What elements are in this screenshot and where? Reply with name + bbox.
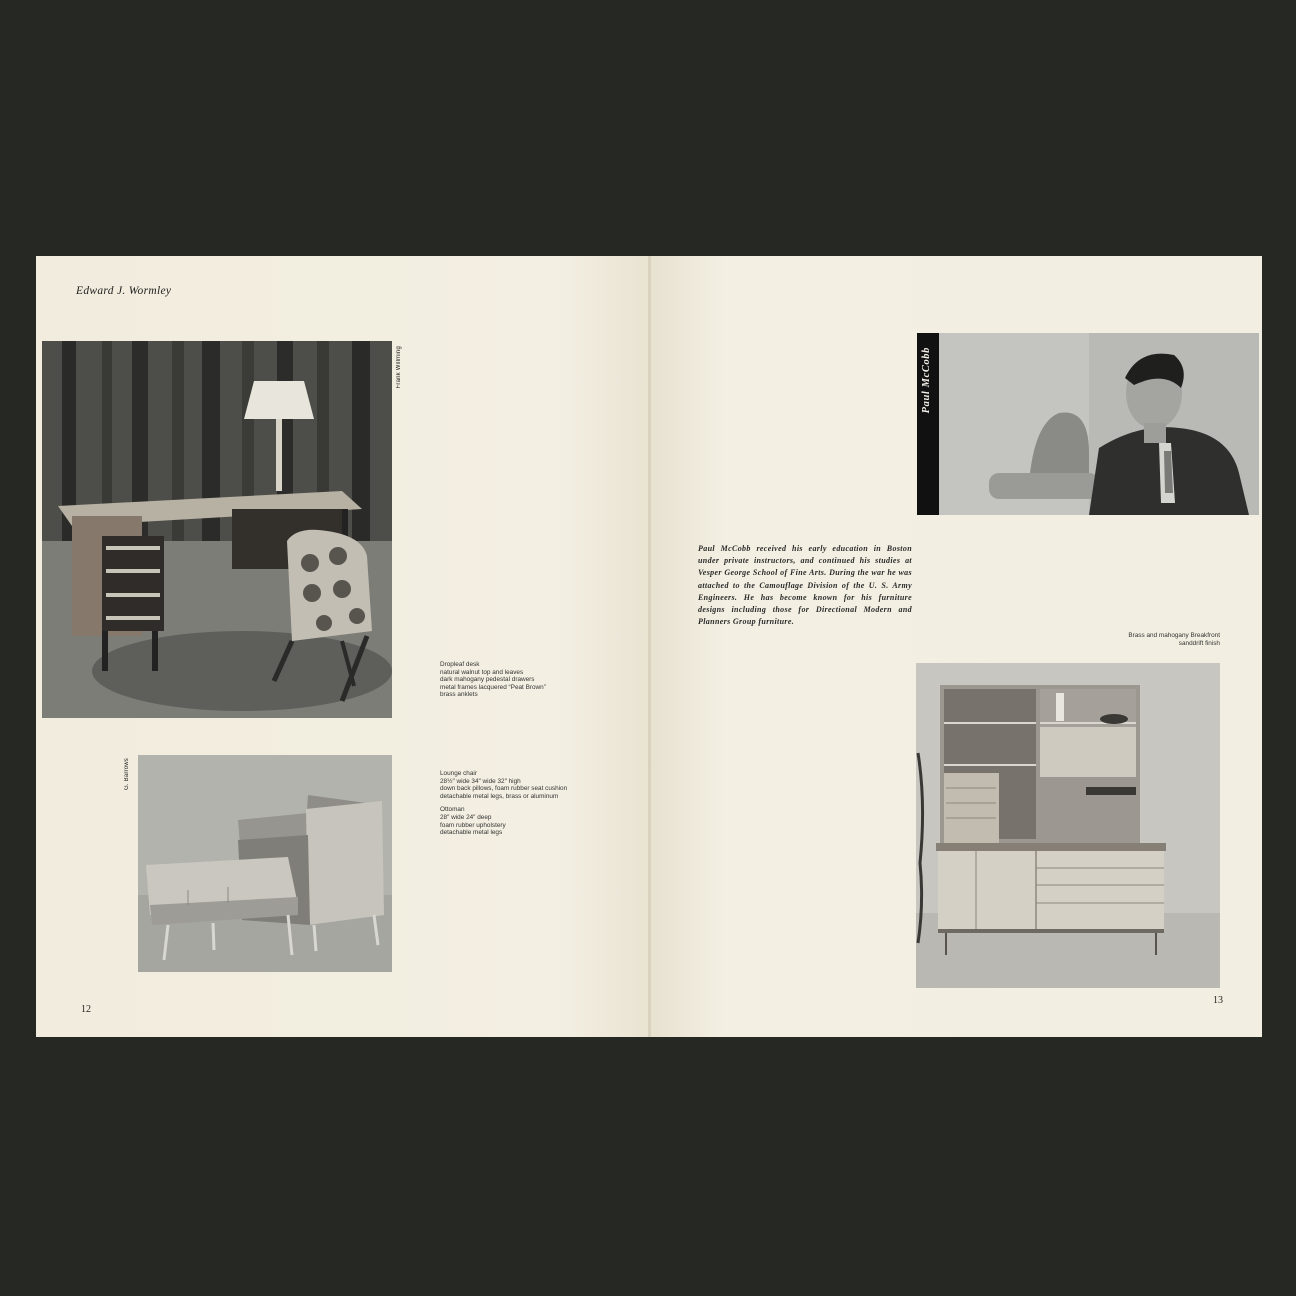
designer-name: Paul McCobb xyxy=(921,347,932,414)
author-heading: Edward J. Wormley xyxy=(76,285,172,297)
gutter xyxy=(648,256,651,1037)
chair-photo-credit: G. Barrows xyxy=(124,758,130,791)
breakfront-caption: Brass and mahogany Breakfront sanddrift finish xyxy=(1128,632,1220,647)
desk-caption: Dropleaf desk natural walnut top and leaves dark mahogany pedestal drawers metal frames lacquered “Peat Brown” brass anklets xyxy=(440,661,546,699)
lounge-chair-photo xyxy=(138,755,392,972)
breakfront-photo xyxy=(916,663,1220,988)
page-number-right: 13 xyxy=(1213,995,1223,1006)
chair-caption: Lounge chair 28½″ wide 34″ wide 32″ high down back pillows, foam rubber seat cushion detachable metal legs, brass or aluminum Ottoman 28″ wide 24″ deep foam rubber upholstery detachable metal legs xyxy=(440,770,568,837)
desk-photo xyxy=(42,341,392,718)
designer-bio: Paul McCobb received his early education in Boston under private instructors, and continued his studies at Vesper George School of Fine Arts. During the war he was attached to the Camouflage Division of the U. S. Army Engineers. He has become known for his furniture designs including those for Directional Modern and Planners Group furniture. xyxy=(698,544,912,627)
magazine-spread xyxy=(36,256,1262,1037)
desk-photo-credit: Frank Willming xyxy=(396,346,402,389)
page-number-left: 12 xyxy=(81,1004,91,1015)
portrait-photo xyxy=(939,333,1259,515)
designer-name-tab xyxy=(917,333,939,515)
